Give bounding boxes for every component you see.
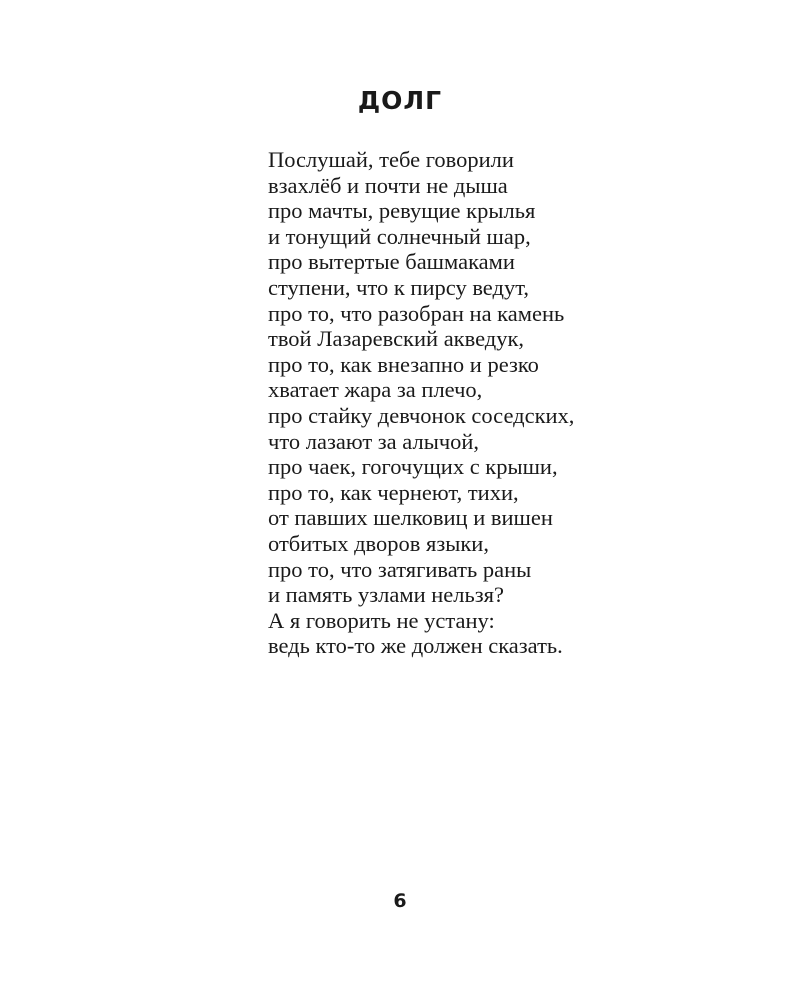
poem-line: твой Лазаревский акведук, [268, 326, 525, 352]
poem-line: отбитых дворов языки, [268, 530, 489, 556]
page-number: 6 [393, 890, 407, 912]
poem-line: про то, как внезапно и резко [268, 351, 539, 377]
poem-line: и тонущий солнечный шар, [268, 223, 531, 249]
poem-line: про мачты, ревущие крылья [268, 198, 536, 224]
poem-body [268, 147, 768, 659]
poem-line: про стайку девчонок соседских, [268, 402, 575, 428]
poem-line: А я говорить не устану: [268, 607, 495, 633]
poem-line: и память узлами нельзя? [268, 582, 504, 608]
poem-line: про чаек, гогочущих с крыши, [268, 454, 558, 480]
poem-line: от павших шелковиц и вишен [268, 505, 553, 531]
poem-line: ступени, что к пирсу ведут, [268, 274, 529, 300]
poem-title: ДОЛГ [357, 86, 443, 115]
poem-line: ведь кто-то же должен сказать. [268, 633, 563, 659]
poem-line: про то, что затягивать раны [268, 556, 532, 582]
poem-line: что лазают за алычой, [268, 428, 480, 454]
poem-line: про вытертые башмаками [268, 249, 515, 275]
poem-line: хватает жара за плечо, [268, 377, 483, 403]
poem-line: взахлёб и почти не дыша [268, 172, 508, 198]
poem-line: про то, как чернеют, тихи, [268, 479, 519, 505]
poem-line: Послушай, тебе говорили [268, 147, 514, 172]
poem-line: про то, что разобран на камень [268, 300, 565, 326]
